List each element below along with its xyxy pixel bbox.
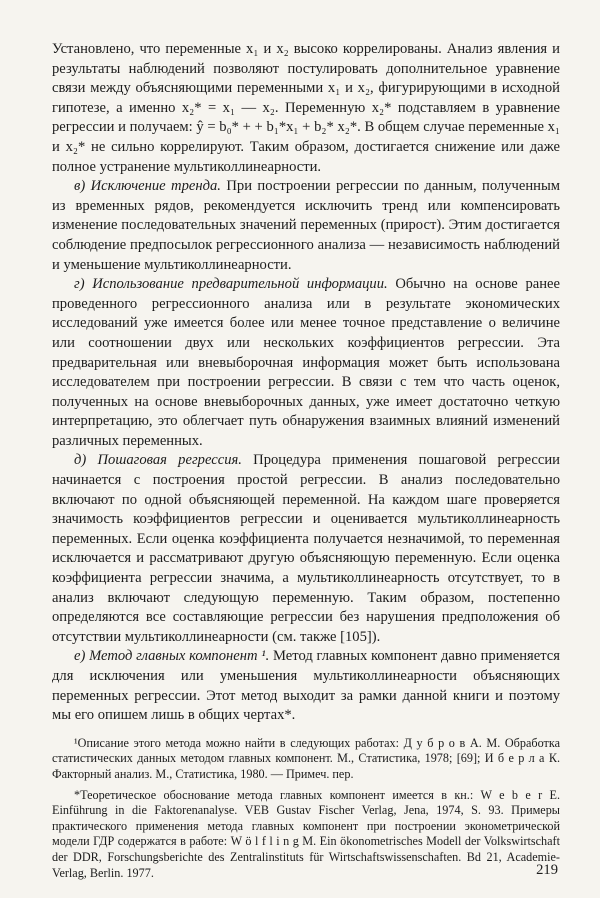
paragraph-trend-text: При построении регрессии по данным, полученным из временных рядов, рекомендуется исключить тренд или компенсировать изменение последовательных значений переменных (прирост). Этим достигается соблюдение предпосылок регрессионного анализа — независимость наблюдений и уменьшение мультиколлинеарности. — [52, 178, 560, 273]
paragraph-stepwise-lead: д) Пошаговая регрессия. — [74, 452, 242, 469]
paragraph-intro-text: Установлено, что переменные x₁ и x₂ высоко коррелированы. Анализ явления и результаты наблюдений позволяют постулировать дополнительное уравнение связи между объясняющими переменными x₁ и x₂, фигурирующими в исходной гипотезе, а именно x₂* = x₁ — x₂. Переменную x₂* подставляем в уравнение регрессии и получаем: ŷ = b₀* + + b₁*x₁ + b₂* x₂*. В общем случае переменные x₁ и x₂* не сильно коррелируют. Таким образом, достигается снижение или даже полное устранение мультиколлинеарности. — [52, 41, 560, 175]
footnotes — [52, 736, 560, 881]
footnote-1: ¹Описание этого метода можно найти в следующих работах: Д у б р о в А. М. Обработка статистических данных методом главных компонент. М., Статистика, 1978; [69]; И б е р л а К. Факторный анализ. М., Статистика, 1980. — Примеч. пер. — [52, 735, 560, 781]
paragraph-prior-info-lead: г) Использование предварительной информации. — [74, 276, 388, 293]
paragraph-trend-lead: в) Исключение тренда. — [74, 178, 221, 195]
paragraph-pca-lead: е) Метод главных компонент ¹. — [74, 648, 270, 665]
paragraph-stepwise — [52, 451, 560, 647]
paragraph-pca-text: Метод главных компонент давно применяется для исключения или уменьшения мультиколлинеарности объясняющих переменных регрессии. Этот метод выходит за рамки данной книги и поэтому мы его опишем лишь в общих чертах*. — [52, 648, 560, 724]
page-number: 219 — [536, 862, 558, 878]
paragraph-prior-info-text: Обычно на основе ранее проведенного регрессионного анализа или в результате экономических исследований уже имеется более или менее точное представление о величине или соотношении двух или нескольких коэффициентов регрессии. Эта предварительная или вневыборочная информация может быть использована исследователем при построении регрессии. В связи с тем что часть оценок, полученных на основе вневыборочных данных, уже имеет достаточно четкую интерпретацию, это облегчает путь обнаружения взаимных влияний изменений различных переменных. — [52, 276, 560, 449]
paragraph-trend — [52, 177, 560, 275]
paragraph-prior-info — [52, 275, 560, 451]
footnote-star: *Теоретическое обоснование метода главных компонент имеется в кн.: W e b e r E. Einführung in die Faktorenanalyse. VEB Gustav Fischer Verlag, Jena, 1974, S. 93. Примеры практического применения метода главных компонент при построении эконометрической модели ГДР содержатся в работе: W ö l f l i n g M. Ein ökonometrisches Modell der Volkswirtschaft der DDR, Forschungsberichte des Zentralinstituts für Wirtschaftswissenschaften. Bd 21, Academie-Verlag, Berlin. 1977. — [52, 787, 560, 880]
paragraph-pca — [52, 647, 560, 725]
page-body — [52, 40, 560, 886]
paragraph-intro — [52, 40, 560, 177]
paragraph-stepwise-text: Процедура применения пошаговой регрессии начинается с построения простой регрессии. В анализ последовательно включают по одной объясняющей переменной. На каждом шаге проверяется значимость коэффициентов регрессии и оценивается мультиколлинеарность переменных. Если оценка коэффициента получается незначимой, то переменная исключается и рассматривают другую объясняющую переменную. Если оценка коэффициента регрессии значима, а мультиколлинеарность отсутствует, то в анализ включают следующую переменную. Таким образом, постепенно определяются все составляющие регрессии без нарушения предположения об отсутствии мультиколлинеарности (см. также [105]). — [52, 452, 560, 645]
